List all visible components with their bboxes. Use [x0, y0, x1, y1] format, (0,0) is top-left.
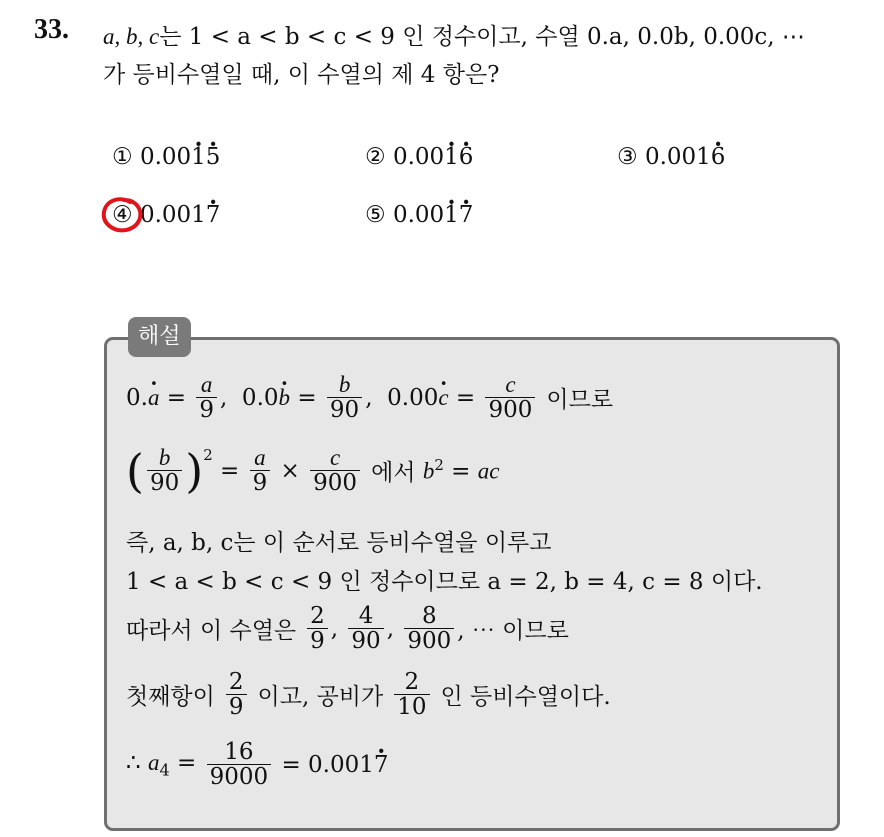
- option-4[interactable]: ④ 0.001· 7: [112, 202, 220, 228]
- question-line-1: a, b, c는 1 < a < b < c < 9 인 정수이고, 수열 0.a, 0.0b, 0.00c, ⋯: [103, 24, 805, 50]
- option-1[interactable]: ① 0.00· 1· 5: [112, 144, 220, 170]
- question-number: 33.: [34, 14, 69, 45]
- option-5[interactable]: ⑤ 0.00· 1· 7: [365, 202, 473, 228]
- solution-line-1: 0. · a = $\frac{a}{9}$ , 0.0 · b = $\frac{b}{90}$ , 0.00 · c = $\frac{c}{900}$ 이므로: [126, 373, 613, 422]
- solution-line-4: 1 < a < b < c < 9 인 정수이므로 a = 2, b = 4, c = 8 이다.: [126, 569, 763, 595]
- solution-tag: 해설: [128, 317, 191, 357]
- solution-line-2: ( $\frac{b}{90}$ ) $^2$ = $\frac{a}{9}$ × $\frac{c}{900}$ 에서 $b^2$ = ac: [126, 443, 500, 498]
- question-line-2: 가 등비수열일 때, 이 수열의 제 4 항은?: [103, 62, 500, 88]
- solution-line-7: ∴ $a_4$ = $\frac{16}{9000}$ = 0.001 · 7: [126, 740, 389, 789]
- solution-line-5: 따라서 이 수열은 $\frac{2}{9}$ , $\frac{4}{90}$ , $\frac{8}{900}$ , ⋯ 이므로: [126, 603, 569, 655]
- solution-line-6: 첫째항이 $\frac{2}{9}$ 이고, 공비가 $\frac{2}{10}$ 인 등비수열이다.: [126, 669, 611, 721]
- option-3[interactable]: ③ 0.001· 6: [617, 144, 725, 170]
- option-2[interactable]: ② 0.00· 1· 6: [365, 144, 473, 170]
- answer-circle-mark: [100, 196, 144, 234]
- solution-line-3: 즉, a, b, c는 이 순서로 등비수열을 이루고: [126, 530, 552, 556]
